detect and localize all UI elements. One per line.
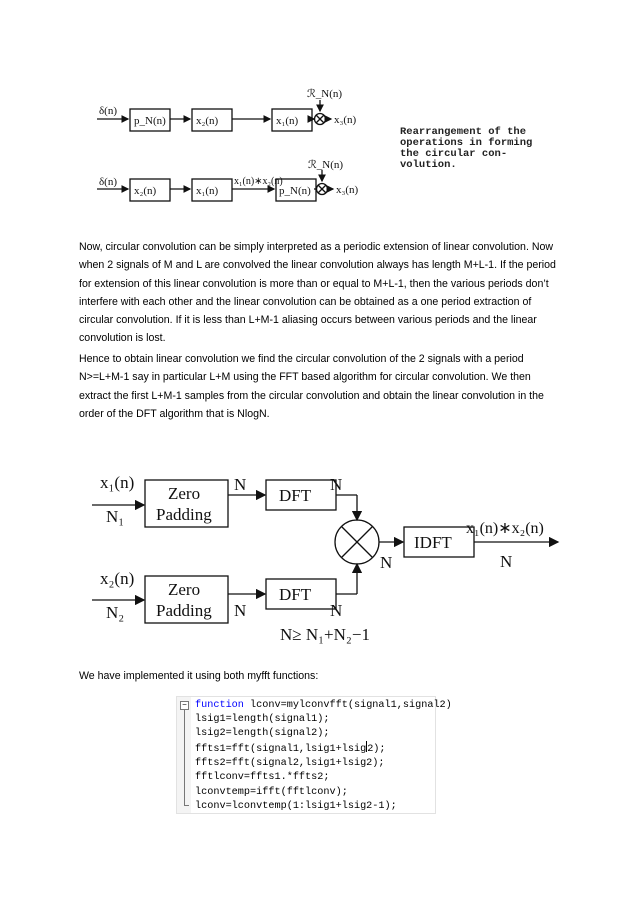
output-label: x₁(n)∗x₂(n) [466,520,544,537]
x2-input-label: x₂(n) [100,569,135,588]
condition-label: N≥ N₁+N₂−1 [280,625,370,644]
code-gutter [177,697,191,813]
n-bottom-2-label: N [330,601,343,620]
zero-padding-1-line-1: Zero [168,484,201,503]
row1-top-label: ℛ_N(n) [307,88,343,100]
code-fold-end [184,805,189,806]
code-fold-line [184,704,185,806]
row2-input-label: δ(n) [99,176,118,188]
n-top-1-label: N [234,475,247,494]
code-line-4b: 2); [367,744,386,756]
n-bottom-1-label: N [234,601,247,620]
fft-convolution-diagram [92,470,562,645]
fold-collapse-icon[interactable]: − [180,701,189,710]
paragraph-circular-convolution: Now, circular convolution can be simply interpreted as a periodic extension of linear convolution. Now when 2 signals of M and L are convolved the linear convolution always has length M+L-1. If the period for extension of this linear convolution is more than or equal to M+L-1, then the various periods don’t interfere with each other and the linear convolution can be obtained as a one period extraction of circular convolution. If it is less than L+M-1 aliasing occurs between various periods and the linear convolution is lost. [79,241,556,345]
code-line-8: lconv=lconvtemp(1:lsig1+lsig2-1); [195,800,397,812]
figure1-caption-line-2: operations in forming [400,137,533,149]
dft-2-label: DFT [279,585,312,604]
rearrangement-diagram [95,82,555,212]
zero-padding-2-line-2: Padding [156,601,212,620]
code-line-1: lconv=mylconvfft(signal1,signal2) [243,700,452,711]
row2-top-label: ℛ_N(n) [308,159,344,171]
code-lines [195,699,452,814]
code-line-7: lconvtemp=ifft(fftlconv); [195,786,348,798]
x1-input-label: x₁(n) [100,473,135,492]
figure1-caption-line-3: the circular con- [400,148,508,160]
n-mult-out-label: N [380,553,393,572]
code-line-5: ffts2=fft(signal2,lsig1+lsig2); [195,758,385,770]
row2-block-3-label: p_N(n) [279,185,311,197]
row2-mid-label: x₁(n)∗x₂(n) [234,176,283,187]
figure1-caption-line-1: Rearrangement of the [400,126,527,138]
row1-block-2-label: x₂(n) [196,115,219,127]
dft-1-label: DFT [279,486,312,505]
paragraph-implementation: We have implemented it using both myfft functions: [79,670,319,682]
row2-block-2-label: x₁(n) [196,185,219,197]
n2-label: N₂ [106,603,125,622]
row1-input-label: δ(n) [99,105,118,117]
n1-label: N₁ [106,507,125,526]
code-line-4a: ffts1=fft(signal1,lsig1+lsig [195,744,367,756]
row1-output-label: x₃(n) [334,114,357,126]
code-keyword-function: function [195,700,244,711]
output-n-label: N [500,552,513,571]
code-line-6: fftlconv=ffts1.*ffts2; [195,772,330,784]
row2-output-label: x₃(n) [336,184,359,196]
n-top-2-label: N [330,475,343,494]
zero-padding-1-line-2: Padding [156,505,212,524]
code-line-3: lsig2=length(signal2); [195,728,330,740]
idft-label: IDFT [414,533,452,552]
zero-padding-2-line-1: Zero [168,580,201,599]
row1-block-3-label: x₁(n) [276,115,299,127]
paragraph-linear-via-fft: Hence to obtain linear convolution we find the circular convolution of the 2 signals with a period N>=L+M-1 say in particular L+M using the FFT based algorithm for circular convolution. We then extract the first L+M-1 samples from the circular convolution and obtain the linear convolution in the order of the DFT algorithm that is NlogN. [79,353,544,420]
figure1-caption-line-4: volution. [400,159,457,171]
code-snippet [176,696,452,814]
code-line-2: lsig1=length(signal1); [195,714,330,726]
row2-block-1-label: x₂(n) [134,185,157,197]
row1-block-1-label: p_N(n) [134,115,166,127]
